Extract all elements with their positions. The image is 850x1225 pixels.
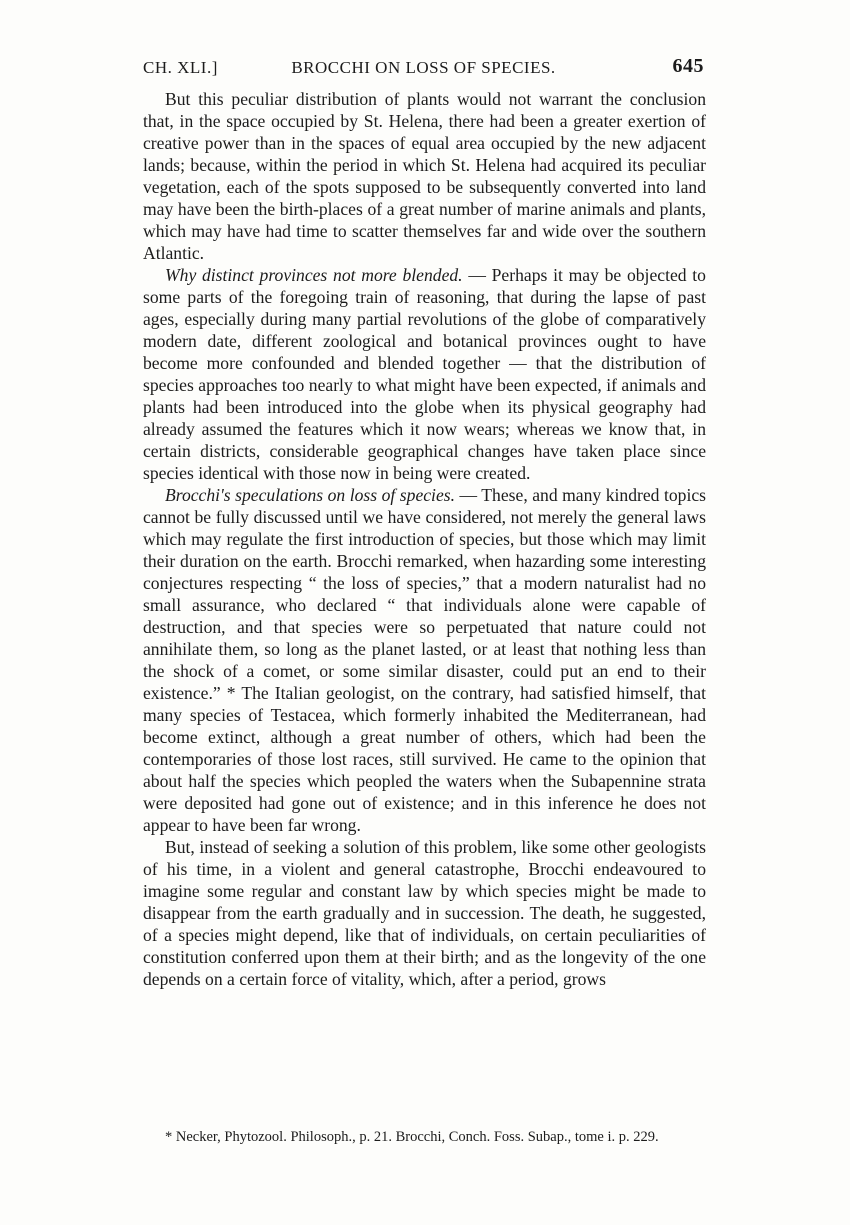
paragraph-text: — These, and many kindred topics cannot be fully discussed until we have considered, not merely the general laws which may regulate the first introduction of species, but those which may limit their duration on the earth. Brocchi remarked, when hazarding some interesting conjectures respecting “ the loss of species,” that a modern naturalist had no small assurance, who declared “ that individuals alone were capable of destruction, and that species were so perpetuated that nature could not annihilate them, so long as the planet lasted, or at least that nothing less than the shock of a comet, or some similar disaster, could put an end to their existence.” * The Italian geologist, on the contrary, had satisfied himself, that many species of Testacea, which formerly inhabited the Mediterranean, had become extinct, although a great number of others, which had been the contemporaries of those lost races, still survived. He came to the opinion that about half the species which peopled the waters when the Subapennine strata were deposited had gone out of existence; and in this inference he does not appear to have been far wrong.	[143, 485, 706, 835]
running-header	[143, 56, 704, 84]
footnote-text: * Necker, Phytozool. Philosoph., p. 21. Brocchi, Conch. Foss. Subap., tome i. p. 229.	[165, 1129, 659, 1145]
paragraph-gradual-law	[143, 836, 706, 990]
main-text	[143, 88, 706, 990]
footnote	[143, 1128, 706, 1147]
paragraph-plants-distribution	[143, 88, 706, 264]
paragraph-brocchi-speculations	[143, 484, 706, 836]
paragraph-provinces-blended	[143, 264, 706, 484]
page-number: 645	[672, 55, 704, 77]
paragraph-text: But this peculiar distribution of plants would not warrant the conclusion that, in the space occupied by St. Helena, there had been a greater exertion of creative power than in the spaces of equal area occupied by the new adjacent lands; because, within the period in which St. Helena had acquired its peculiar vegetation, each of the spots supposed to be subsequently converted into land may have been the birth-places of a great number of marine animals and plants, which may have had time to scatter themselves far and wide over the southern Atlantic.	[143, 89, 706, 263]
paragraph-runhead: Brocchi's speculations on loss of species.	[165, 485, 456, 505]
paragraph-text: But, instead of seeking a solution of this problem, like some other geologists of his time, in a violent and general catastrophe, Brocchi endeavoured to imagine some regular and constant law by which species might be made to disappear from the earth gradually and in succession. The death, he suggested, of a species might depend, like that of individuals, on certain peculiarities of constitution conferred upon them at their birth; and as the longevity of the one depends on a certain force of vitality, which, after a period, grows	[143, 837, 706, 989]
running-title: BROCCHI ON LOSS OF SPECIES.	[291, 58, 556, 77]
paragraph-runhead: Why distinct provinces not more blended.	[165, 265, 463, 285]
paragraph-text: — Perhaps it may be objected to some parts of the foregoing train of reasoning, that during the lapse of past ages, especially during many partial revolutions of the globe of comparatively modern date, different zoological and botanical provinces ought to have become more confounded and blended together — that the distribution of species approaches too nearly to what might have been expected, if animals and plants had been introduced into the globe when its physical geography had already assumed the features which it now wears; whereas we know that, in certain districts, considerable geographical changes have taken place since species identical with those now in being were created.	[143, 265, 706, 483]
chapter-marker: CH. XLI.]	[143, 58, 218, 77]
